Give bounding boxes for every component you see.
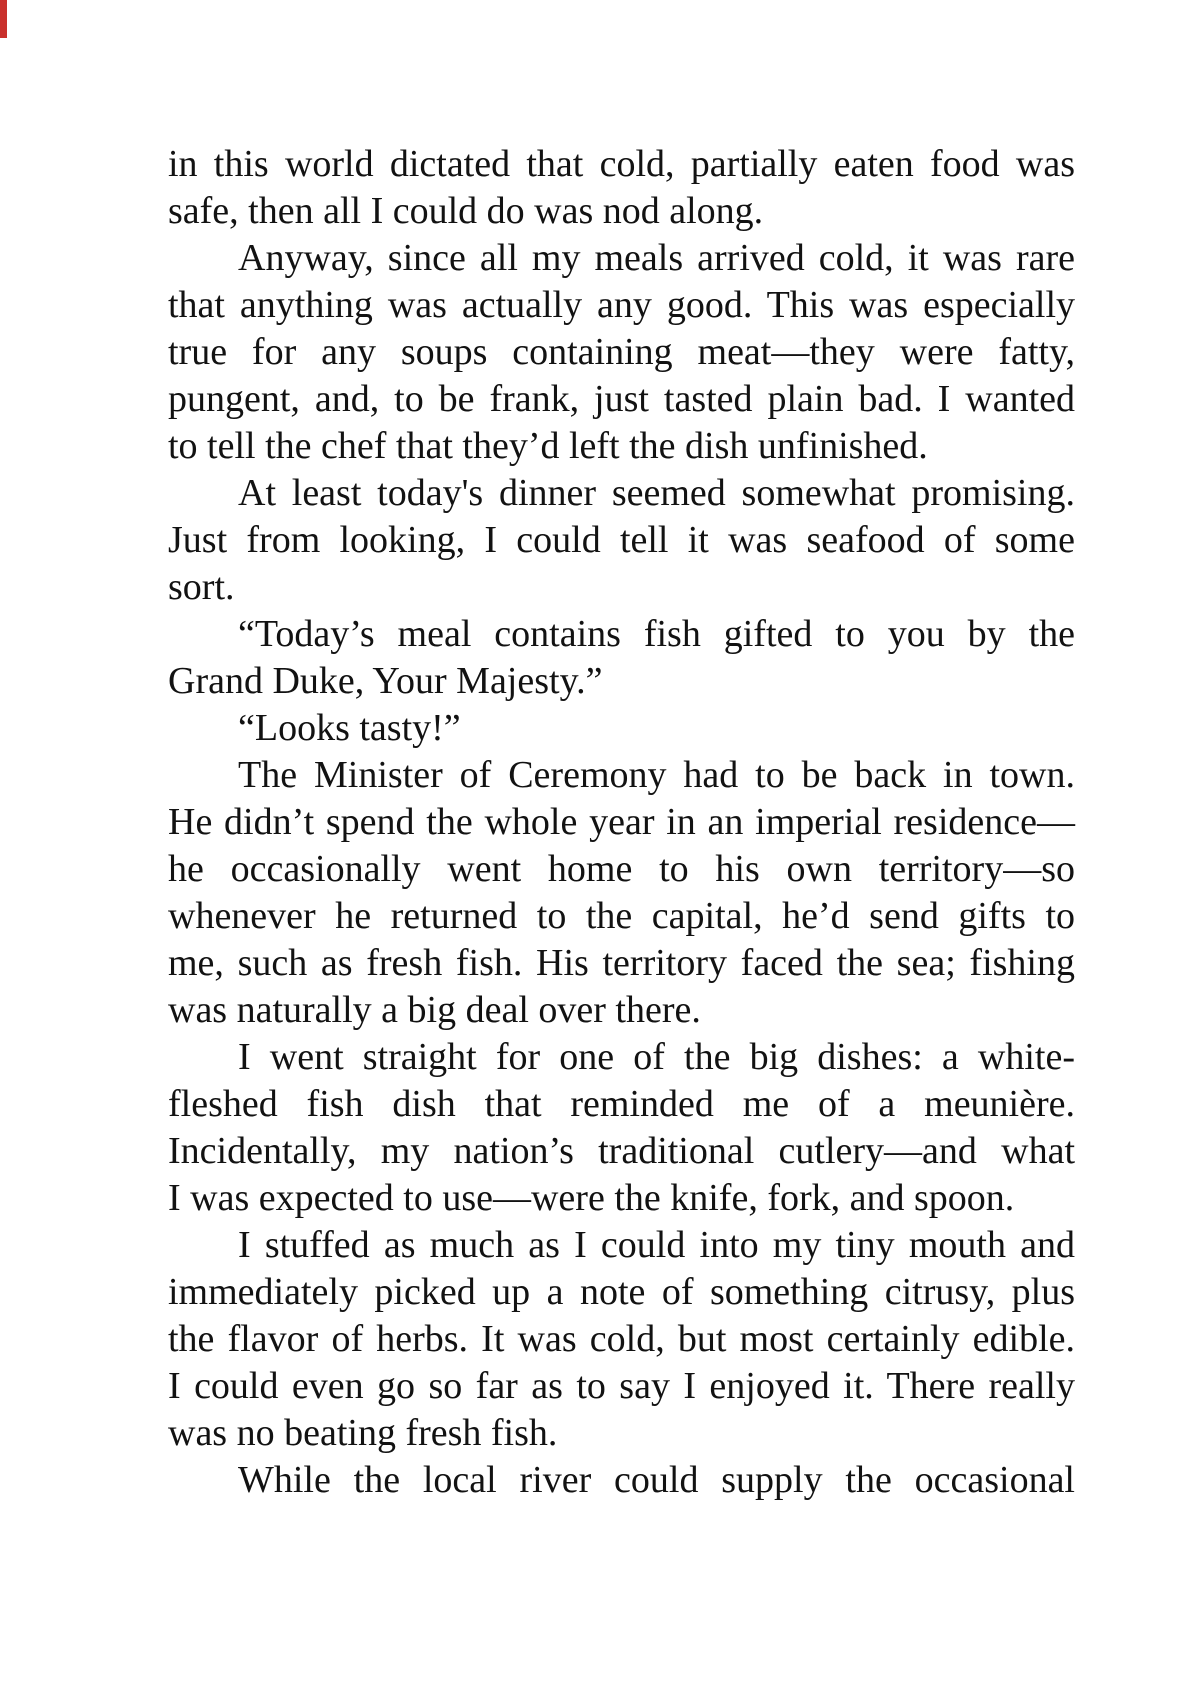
paragraph [168, 1034, 1075, 1222]
paragraph [168, 752, 1075, 1034]
text-line: was no beating fresh fish. [168, 1412, 558, 1454]
text-line: Incidentally, my nation’s traditional cutlery—and what [168, 1130, 1075, 1172]
text-line: I could even go so far as to say I enjoyed it. There really [168, 1365, 1075, 1407]
text-line: At least today's dinner seemed somewhat promising. [238, 472, 1075, 514]
text-line: I was expected to use—were the knife, fork, and spoon. [168, 1177, 1015, 1219]
text-line: me, such as fresh fish. His territory faced the sea; fishing [168, 942, 1075, 984]
text-line: he occasionally went home to his own territory—so [168, 848, 1075, 890]
paragraph [168, 470, 1075, 611]
text-line: pungent, and, to be frank, just tasted plain bad. I wanted [168, 378, 1075, 420]
text-line: He didn’t spend the whole year in an imperial residence— [168, 801, 1075, 843]
text-line: in this world dictated that cold, partially eaten food was [168, 143, 1075, 185]
text-line: safe, then all I could do was nod along. [168, 190, 764, 232]
text-line: The Minister of Ceremony had to be back in town. [238, 754, 1075, 796]
text-line: fleshed fish dish that reminded me of a meunière. [168, 1083, 1075, 1125]
paragraph [168, 705, 1075, 752]
text-line: the flavor of herbs. It was cold, but most certainly edible. [168, 1318, 1075, 1360]
text-line: to tell the chef that they’d left the dish unfinished. [168, 425, 928, 467]
paragraph [168, 1457, 1075, 1504]
text-line: immediately picked up a note of something citrusy, plus [168, 1271, 1075, 1313]
text-line: Just from looking, I could tell it was seafood of some [168, 519, 1075, 561]
text-line: was naturally a big deal over there. [168, 989, 701, 1031]
text-line: that anything was actually any good. This was especially [168, 284, 1075, 326]
text-line: “Looks tasty!” [238, 707, 461, 749]
text-line: “Today’s meal contains fish gifted to you by the [238, 613, 1075, 655]
paragraph [168, 235, 1075, 470]
page-edge-marker [0, 0, 7, 38]
paragraph [168, 611, 1075, 705]
text-line: I stuffed as much as I could into my tiny mouth and [238, 1224, 1075, 1266]
text-line: Grand Duke, Your Majesty.” [168, 660, 603, 702]
text-line: I went straight for one of the big dishes: a white- [238, 1036, 1075, 1078]
page-text [168, 141, 1075, 1504]
text-line: whenever he returned to the capital, he’d send gifts to [168, 895, 1075, 937]
paragraph [168, 141, 1075, 235]
text-line: Anyway, since all my meals arrived cold, it was rare [238, 237, 1075, 279]
paragraph [168, 1222, 1075, 1457]
text-line: true for any soups containing meat—they were fatty, [168, 331, 1075, 373]
text-line: While the local river could supply the occasional [238, 1459, 1075, 1501]
text-line: sort. [168, 566, 235, 608]
